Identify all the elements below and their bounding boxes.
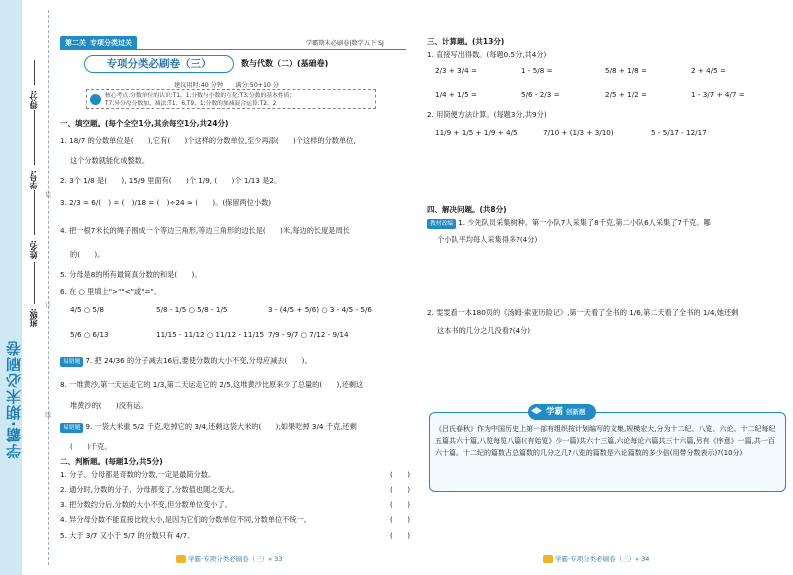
footer-logo-icon (176, 555, 186, 563)
question-6: 6. 在 ○ 里填上">""<"或"="。 (60, 287, 162, 296)
compare-2-1: 5/6 ○ 6/13 (70, 330, 109, 339)
question-3: 3. 2/3 = 6/( ) = ( )/18 = ( )÷24 ≈ ( )。(保留两位小数) (60, 198, 272, 207)
innovation-label: 学霸 (546, 407, 564, 417)
problem-1b: 个小队平均每人采集得多?(4分) (437, 235, 538, 244)
question-5: 5. 分母是8的所有最简真分数的和是( )。 (60, 270, 202, 279)
book-header: 学霸期末必刷卷|数学五下 SJ (306, 40, 384, 47)
calc-2-1: 1/4 + 1/5 = (435, 90, 478, 99)
binding-sidebar (0, 0, 55, 575)
core-points-box (86, 89, 376, 109)
innovation-question: 《吕氏春秋》作为中国历史上第一部有组织按计划编写的文集,规模宏大,分为十二纪、八览、六论。十二纪每纪五篇共六十篇,八览每览八篇(《有始览》少一篇)共六十三篇,六论每论六篇共三十六篇,另有《序意》一篇,共一百六十篇。十二纪的篇数占总篇数的几分之几?八览的篇数是六论篇数的多少倍(用带分数表示)?(10分) (435, 425, 776, 457)
bulb-icon (90, 94, 101, 105)
left-footer-text: 学霸·专项分类必刷卷（三）» 33 (188, 555, 283, 563)
question-4a: 4. 把一根7米长的绳子围成一个等边三角形,等边三角形的边长是( )米,每边的长度是周长 (60, 226, 350, 235)
question-9a-text: 9. 一袋大米重 5/2 千克,吃掉它的 3/4,还剩这袋大米的( );如果吃掉 3/4 千克,还剩 (85, 422, 357, 431)
calc-1-4: 2 + 4/5 = (691, 66, 727, 75)
right-page (423, 0, 793, 575)
judge-3-paren: ( ) (390, 500, 410, 509)
simplify-2: 7/10 + (1/3 + 3/10) (543, 128, 614, 137)
compare-1-1: 4/5 ○ 5/8 (70, 305, 104, 314)
judge-1-text: 1. 分子、分母都是奇数的分数,一定是最简分数。 (60, 470, 216, 479)
calc-1-3: 5/8 + 1/8 = (605, 66, 648, 75)
compare-1-3: 3 - (4/5 + 5/6) ○ 3 - 4/5 - 5/6 (268, 305, 372, 314)
judge-1 (60, 470, 410, 480)
compare-1-2: 5/8 - 1/5 ○ 5/8 - 1/5 (156, 305, 228, 314)
fold-mark-3: 线 (45, 412, 52, 419)
calc-instruction-1: 1. 直接写出得数。(每题0.5分,共4分) (427, 50, 547, 59)
grad-cap-icon (531, 407, 542, 416)
fold-mark-1: 装 (45, 192, 52, 199)
judge-5 (60, 531, 410, 541)
judge-2-paren: ( ) (390, 485, 410, 494)
problem-1a-text: 1. 少先队员采集树种。第一小队7人采集了8千克,第二小队6人采集了7千克。哪 (458, 218, 711, 227)
page-title: 专项分类必刷卷（三） (84, 55, 234, 73)
question-7 (60, 356, 312, 367)
question-1b: 这个分数就能化成整数。 (70, 156, 150, 165)
innovation-badge (528, 404, 596, 420)
simplify-3: 5 - 5/17 - 12/17 (651, 128, 707, 137)
unit-number: 第二关 (65, 39, 86, 47)
compare-2-2: 11/15 - 11/12 ○ 11/12 - 11/15 (156, 330, 265, 339)
judge-4 (60, 515, 410, 525)
judge-2-text: 2. 通分时,分数的分子、分母都变了,分数值也随之变大。 (60, 485, 240, 494)
calc-2-4: 1 - 3/7 + 4/7 = (691, 90, 745, 99)
calc-2-2: 5/6 - 2/3 = (521, 90, 560, 99)
calc-2-3: 2/5 + 1/2 = (605, 90, 648, 99)
header-rule (60, 49, 406, 50)
class-line (34, 262, 35, 304)
name-label: 姓名: (29, 240, 38, 260)
tricky-badge: 易错题 (60, 423, 83, 433)
section-true-false: 二、判断题。(每题1分,共5分) (60, 457, 163, 466)
section-fill-blank: 一、填空题。(每个全空1分,其余每空1分,共24分) (60, 119, 229, 128)
problem-2a: 2. 雯雯看一本180页的《汤姆·索亚历险记》,第一天看了全书的 1/6,第二天看了全书的 1/4,她还剩 (427, 308, 739, 317)
question-7-text: 7. 把 24/36 的分子减去16后,要使分数的大小不变,分母应减去( )。 (85, 356, 312, 365)
footer-logo-icon (543, 555, 553, 563)
innovation-sub: 创新题 (566, 408, 586, 416)
calc-1-2: 1 - 5/8 = (521, 66, 553, 75)
question-1a: 1. 18/7 的分数单位是( ),它有( )个这样的分数单位,至少再添( )个这样的分数单位, (60, 136, 356, 145)
judge-3 (60, 500, 410, 510)
judge-1-paren: ( ) (390, 470, 410, 479)
brand-text: 学霸·期末必刷卷 (5, 340, 23, 459)
section-calculation: 三、计算题。(共13分) (427, 37, 505, 46)
calc-instruction-2: 2. 用简便方法计算。(每题3分,共9分) (427, 110, 547, 119)
fold-mark-2: 订 (45, 302, 52, 309)
score-line (34, 60, 35, 85)
simplify-1: 11/9 + 1/5 + 1/9 + 4/5 (435, 128, 518, 137)
calc-1-1: 2/3 + 3/4 = (435, 66, 478, 75)
question-9a (60, 422, 357, 433)
right-footer-text: 学霸·专项分类必刷卷（三）» 34 (555, 555, 650, 563)
judge-5-text: 5. 大于 3/7 又小于 5/7 的分数只有 4/7。 (60, 531, 195, 540)
score-label: 得分: (29, 90, 38, 110)
unit-name: 专项分类过关 (90, 39, 132, 47)
textbook-badge: 教材改编 (427, 219, 456, 229)
core-line-1: 核心考点:分数单位的认识:T1、1;分数与小数的互化:T3;分数的基本性质: (105, 93, 292, 99)
section-word-problems: 四、解决问题。(共8分) (427, 205, 507, 214)
class-label: 班级: (29, 308, 38, 328)
time-score-meta: 建议用时:40 分钟 满分:50+10 分 (174, 82, 279, 89)
judge-2 (60, 485, 410, 495)
brand-logo (3, 340, 21, 540)
student-id-line (34, 110, 35, 165)
student-id-label: 学号: (29, 170, 38, 190)
compare-2-3: 7/9 - 9/7 ○ 7/12 - 9/14 (268, 330, 349, 339)
judge-4-text: 4. 异分母分数不能直接比较大小,是因为它们的分数单位不同,分数单位不统一。 (60, 515, 311, 524)
question-8a: 8. 一堆黄沙,第一天运走它的 1/3,第二天运走它的 2/5,这堆黄沙比原来少了总量的( ),还剩这 (60, 380, 364, 389)
question-4b: 的( )。 (70, 250, 105, 259)
question-9b: ( )千克。 (70, 442, 112, 451)
problem-1a (427, 218, 711, 229)
judge-5-paren: ( ) (390, 531, 410, 540)
name-line (34, 190, 35, 235)
unit-tag (60, 36, 137, 50)
judge-3-text: 3. 把分数约分后,分数的大小不变,但分数单位变小了。 (60, 500, 232, 509)
tricky-badge: 易错题 (60, 357, 83, 367)
question-2: 2. 3个 1/8 是( ), 15/9 里面有( )个 1/9, ( )个 1/13 是2。 (60, 176, 282, 185)
fold-line (48, 10, 49, 565)
left-footer (176, 554, 282, 563)
judge-4-paren: ( ) (390, 515, 410, 524)
left-page (56, 0, 416, 575)
problem-2b: 这本书的几分之几没看?(4分) (437, 326, 531, 335)
right-footer (543, 554, 649, 563)
core-line-2: T7;异分母分数加、减法:T1、6,T9、1;分数的加减混合运算:T2、2 (105, 101, 277, 107)
page-subtitle: 数与代数（二）(基础卷) (241, 59, 329, 68)
question-8b: 堆黄沙的( )没有运。 (70, 401, 148, 410)
